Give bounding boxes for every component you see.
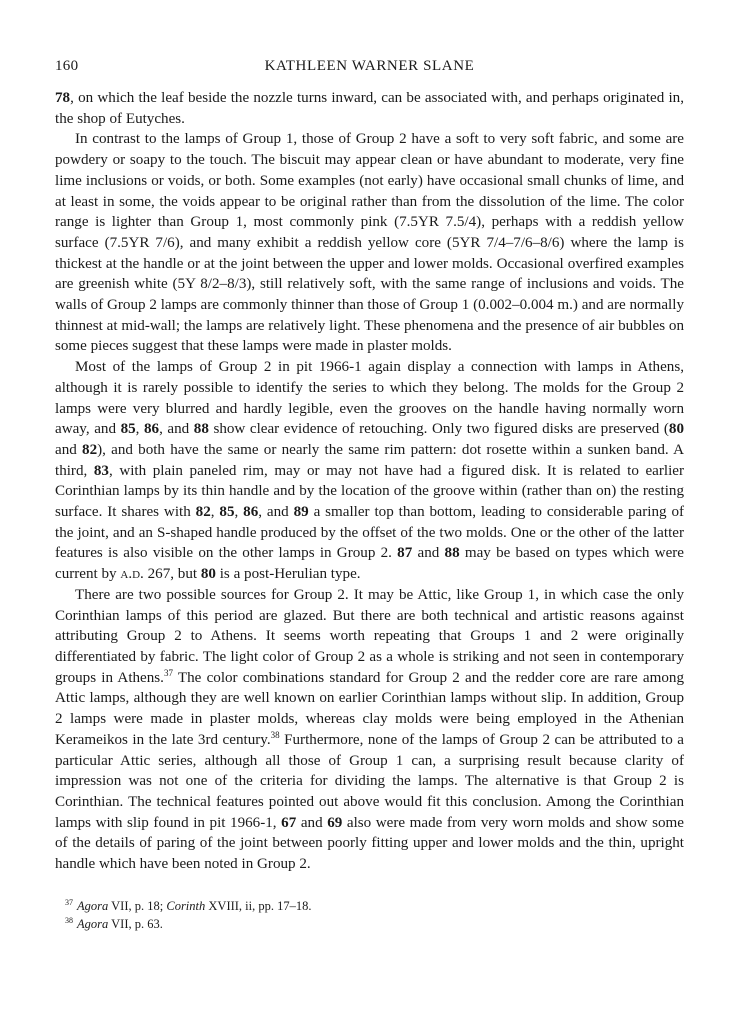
catalog-number: 86 [144, 421, 160, 438]
footnote-ref: 37 [163, 667, 173, 678]
catalog-number: 86 [243, 504, 259, 521]
catalog-number: 88 [444, 545, 460, 562]
catalog-number: 80 [200, 566, 216, 583]
footnote-number: 37 [65, 897, 73, 907]
footnote: $^{38}$ Agora VII, p. 63. [65, 915, 163, 931]
body-text [55, 88, 684, 875]
footnotes [55, 897, 684, 933]
paragraph: There are two possible sources for Group 2. It may be Attic, like Group 1, in which case the only Corinthian lamps of this period are glazed. But there are both technical and artistic reasons against attributing Group 2 to Athens. It seems worth repeating that Groups 1 and 2 were originally differentiated by fabric. The light color of Group 2 as a whole is striking and not seen in contemporary groups in Athens.$^{37}$ The color combinations standard for Group 2 and the redder core are rare among Attic lamps, although they are well known on earlier Corinthian lamps without slip. In addition, Group 2 lamps were made in plaster molds, whereas clay molds were being employed in the Athenian Kerameikos in the late 3rd century.$^{38}$ Furthermore, none of the lamps of Group 2 can be attributed to a particular Attic series, although all those of Group 1 can, a surprising result because clarity of impression was not one of the criteria for dividing the lamps. The alternative is that Group 2 is Corinthian. The technical features pointed out above would fit this conclusion. Among the Corinthian lamps with slip found in pit 1966-1, 67 and 69 also were made from very worn molds and show some of the details of paring of the joint between poorly fitting upper and lower molds and the thin, upright handle which have been noted in Group 2. [55, 586, 684, 873]
catalog-number: 85 [219, 504, 235, 521]
paragraph: 78, on which the leaf beside the nozzle turns inward, can be associated with, and perhaps originated in, the shop of Eutyches. [55, 90, 684, 127]
paragraph: Most of the lamps of Group 2 in pit 1966-1 again display a connection with lamps in Athens, although it is rarely possible to identify the series to which they belong. The molds for the Group 2 lamps were very blurred and hardly legible, even the grooves on the handle having normally worn away, and 85, 86, and 88 show clear evidence of retouching. Only two figured disks are preserved (80 and 82), and both have the same or nearly the same rim pattern: dot rosette within a sunken band. A third, 83, with plain paneled rim, may or may not have had a figured disk. It is related to earlier Corinthian lamps by its thin handle and by the location of the groove within (rather than on) the resting surface. It shares with 82, 85, 86, and 89 a smaller top than bottom, leading to considerable paring of the joint, and an S-shaped handle produced by the offset of the two molds. One or the other of the latter features is also visible on the other lamps in Group 2. 87 and 88 may be based on types which were current by a.d. 267, but 80 is a post-Herulian type. [55, 359, 685, 583]
citation-title: Agora [77, 916, 109, 931]
paragraph: In contrast to the lamps of Group 1, those of Group 2 have a soft to very soft fabric, and some are powdery or soapy to the touch. The biscuit may appear clean or have abundant to moderate, very fine lime inclusions or voids, or both. Some examples (not early) have occasional small chunks of lime, and at least in some, the voids appear to be original rather than from the dissolution of the lime. The color range is lighter than Group 1, most commonly pink (7.5YR 7.5/4), perhaps with a reddish yellow surface (7.5YR 7/6), and many exhibit a reddish yellow core (5YR 7/4–7/6–8/6) where the lamp is thickest at the handle or at the joint between the upper and lower molds. Occasional overfired examples are greenish white (5Y 8/2–8/3), still relatively soft, with the same range of inclusions and voids. The walls of Group 2 lamps are commonly thinner than those of Group 1 (0.002–0.004 m.) and are normally thinnest at mid-wall; the lamps are relatively light. These phenomena and the presence of air bubbles on some pieces suggest that these lamps were made in plaster molds. [55, 131, 684, 355]
catalog-number: 80 [668, 421, 685, 438]
catalog-number: 67 [281, 814, 297, 831]
catalog-number: 88 [193, 421, 209, 438]
footnote-ref: 38 [270, 729, 280, 740]
catalog-number: 69 [327, 814, 343, 831]
citation-title: Agora [77, 898, 109, 913]
catalog-number: 82 [82, 441, 98, 458]
page [55, 58, 684, 933]
footnote-number: 38 [65, 915, 73, 925]
citation-title: Corinth [166, 898, 206, 913]
catalog-number: 89 [293, 504, 309, 521]
catalog-number: 85 [120, 421, 136, 438]
catalog-number: 83 [93, 462, 109, 479]
page-header [55, 58, 684, 82]
running-head: KATHLEEN WARNER SLANE [264, 58, 475, 74]
catalog-number: 87 [397, 545, 413, 562]
era-abbreviation: a.d. [120, 566, 144, 583]
catalog-number: 82 [195, 504, 211, 521]
footnote: $^{37}$ Agora VII, p. 18; Corinth XVIII, ii, pp. 17–18. [65, 897, 312, 913]
catalog-number: 78 [55, 90, 71, 106]
page-number: 160 [55, 58, 79, 74]
